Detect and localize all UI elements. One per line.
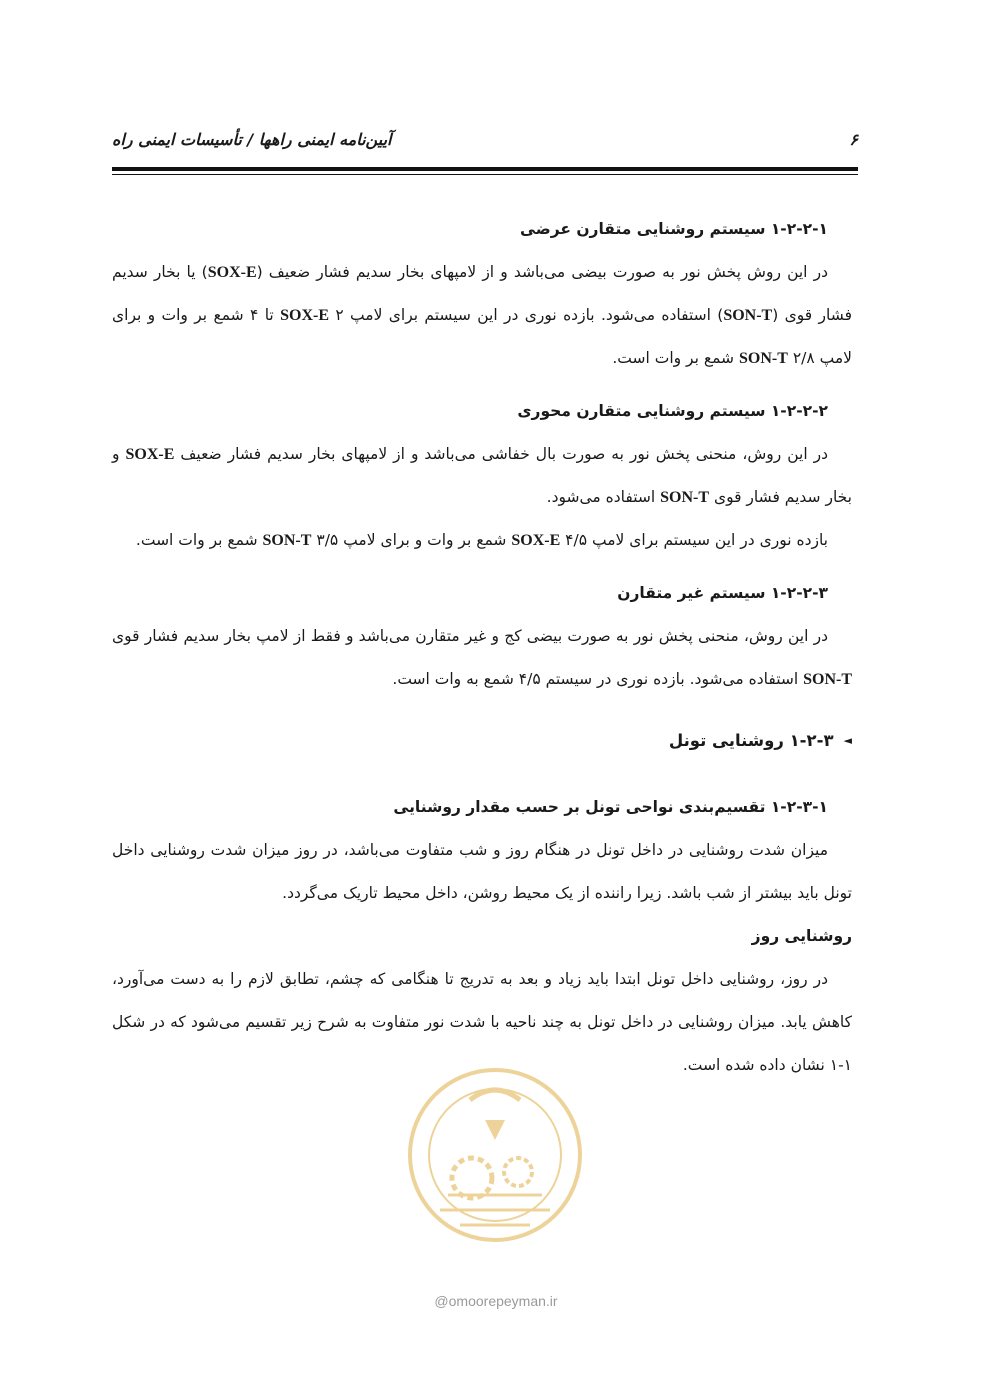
text-run: ۲ تا ۴ شمع بر وات و برای لامپ — [112, 306, 852, 367]
running-title: آیین‌نامه ایمنی راهها / تأسیسات ایمنی راه — [112, 130, 392, 149]
text-run: ۲/۸ شمع بر وات است. — [612, 349, 815, 367]
text-run: در این روش، منحنی پخش نور به صورت بیضی کج و غیر متقارن می‌باشد و فقط از لامپ بخار سدیم فشار قوی — [112, 627, 828, 645]
header-rule-thick — [112, 167, 858, 171]
section-heading-1-2-2-3: ۱-۲-۲-۳ سیستم غیر متقارن — [617, 584, 828, 602]
paragraph — [112, 433, 852, 519]
lamp-code: SON-T — [723, 307, 773, 324]
section-heading-text: ۱-۲-۳ روشنایی تونل — [668, 731, 834, 750]
triangle-marker-icon: ◄ — [843, 734, 852, 747]
watermark-text: @omoorepeyman.ir — [434, 1293, 558, 1309]
text-run: استفاده می‌شود. — [546, 488, 661, 506]
section-heading-1-2-3-1: ۱-۲-۳-۱ تقسیم‌بندی نواحی تونل بر حسب مقدار روشنایی — [393, 798, 828, 816]
running-header — [112, 130, 858, 158]
paragraph — [112, 251, 852, 380]
text-run: در این روش پخش نور به صورت بیضی می‌باشد و از لامپهای بخار سدیم فشار ضعیف ( — [256, 263, 828, 281]
watermark-seal-icon — [400, 1060, 590, 1260]
text-run: ۳/۵ شمع بر وات است. — [135, 531, 339, 549]
page-body — [112, 208, 852, 1087]
lamp-code: SOX-E — [207, 264, 257, 281]
paragraph — [112, 615, 852, 701]
section-heading-1-2-2-2: ۱-۲-۲-۲ سیستم روشنایی متقارن محوری — [517, 402, 828, 420]
header-rule-thin — [112, 174, 858, 175]
lamp-code: SON-T — [660, 489, 710, 506]
text-run: و بخار سدیم فشار قوی — [112, 445, 852, 506]
lamp-code: SON-T — [262, 532, 312, 549]
section-heading-1-2-2-1: ۱-۲-۲-۱ سیستم روشنایی متقارن عرضی — [520, 220, 828, 238]
subheading-day-lighting: روشنایی روز — [751, 927, 852, 945]
paragraph: در روز، روشنایی داخل تونل ابتدا باید زیاد و بعد به تدریج تا هنگامی که چشم، تطابق لازم را به دست می‌آورد، کاهش یابد. میزان روشنایی در داخل تونل به چند ناحیه با شدت نور متفاوت به شرح زیر تقسیم می‌شود که در شکل ۱-۱ نشان داده شده است. — [112, 970, 852, 1074]
text-run: ) یا بخار سدیم فشار قوی ( — [112, 263, 852, 324]
text-run: ۴/۵ شمع بر وات و برای لامپ — [338, 531, 588, 549]
text-run: ) استفاده می‌شود. بازده نوری در این سیستم برای لامپ — [343, 306, 724, 324]
text-run: استفاده می‌شود. بازده نوری در سیستم ۴/۵ شمع به وات است. — [392, 670, 804, 688]
paragraph: میزان شدت روشنایی در داخل تونل در هنگام روز و شب متفاوت می‌باشد، در روز میزان شدت روشنایی داخل تونل باید بیشتر از شب باشد. زیرا راننده از یک محیط روشن، داخل محیط تاریک می‌گردد. — [112, 841, 852, 902]
lamp-code: SOX-E — [280, 307, 329, 324]
lamp-code: SOX-E — [511, 532, 561, 549]
text-run: بازده نوری در این سیستم برای لامپ — [587, 531, 828, 549]
section-heading-1-2-3 — [112, 719, 852, 762]
lamp-code: SON-T — [738, 350, 788, 367]
lamp-code: SOX-E — [125, 446, 175, 463]
text-run: در این روش، منحنی پخش نور به صورت بال خفاشی می‌باشد و از لامپهای بخار سدیم فشار ضعیف — [174, 445, 828, 463]
lamp-code: SON-T — [803, 671, 852, 688]
page-number: ۶ — [849, 130, 858, 149]
paragraph — [112, 519, 852, 562]
